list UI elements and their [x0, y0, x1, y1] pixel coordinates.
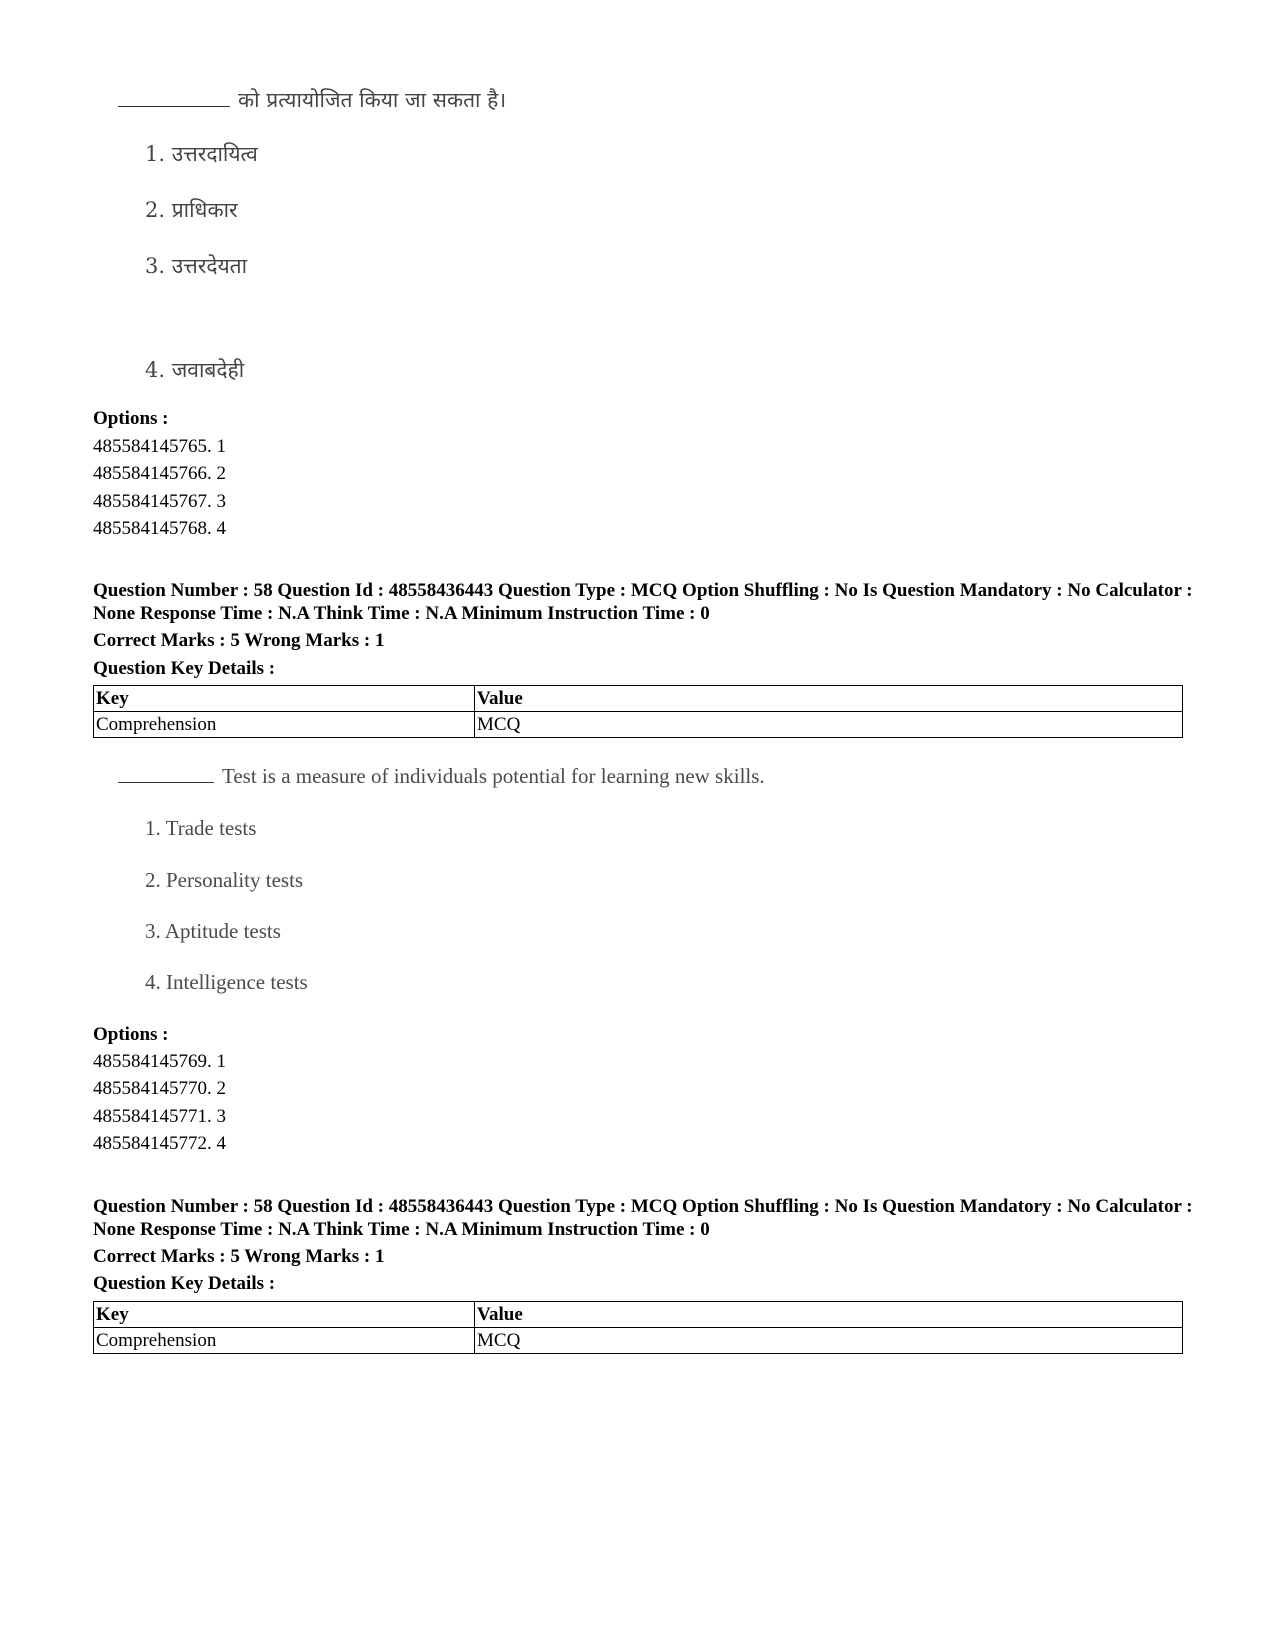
question-stem: Test is a measure of individuals potential for learning new skills. [118, 764, 765, 789]
choice-3: 3. उत्तरदेयता [145, 254, 248, 278]
table-cell: MCQ [475, 1328, 1183, 1354]
key-details-table [93, 1301, 1183, 1354]
options-title: Options : [93, 408, 169, 429]
table-cell: Comprehension [94, 712, 475, 738]
question-meta-header: Question Number : 58 Question Id : 48558436443 Question Type : MCQ Option Shuffling : No Is Question Mandatory : No Calculator : None Response Time : N.A Think Time : N.A Minimum Instruction Time : 0 [93, 580, 1193, 624]
table-header-cell: Value [475, 686, 1183, 712]
table-row [94, 712, 1183, 738]
question-stem: को प्रत्यायोजित किया जा सकता है। [118, 86, 506, 114]
table-header-row [94, 1302, 1183, 1328]
choice-2: 2. प्राधिकार [145, 198, 238, 222]
marks-line: Correct Marks : 5 Wrong Marks : 1 [93, 630, 385, 651]
option-id-line: 485584145767. 3 [93, 491, 226, 512]
table-cell: MCQ [475, 712, 1183, 738]
option-id-line: 485584145769. 1 [93, 1051, 226, 1072]
key-details-title: Question Key Details : [93, 658, 276, 679]
option-id-line: 485584145770. 2 [93, 1078, 226, 1099]
question-meta-header: Question Number : 58 Question Id : 48558436443 Question Type : MCQ Option Shuffling : No Is Question Mandatory : No Calculator : None Response Time : N.A Think Time : N.A Minimum Instruction Time : 0 [93, 1196, 1193, 1240]
choice-1: 1. उत्तरदायित्व [145, 142, 258, 166]
choice-1: 1. Trade tests [145, 816, 257, 840]
option-id-line: 485584145768. 4 [93, 518, 226, 539]
option-id-line: 485584145771. 3 [93, 1106, 226, 1127]
table-header-cell: Value [475, 1302, 1183, 1328]
option-id-line: 485584145766. 2 [93, 463, 226, 484]
answer-blank [118, 781, 214, 783]
choice-4: 4. जवाबदेही [145, 358, 245, 382]
key-details-title: Question Key Details : [93, 1273, 276, 1294]
table-header-cell: Key [94, 686, 475, 712]
table-header-cell: Key [94, 1302, 475, 1328]
key-details-table [93, 685, 1183, 738]
option-id-line: 485584145765. 1 [93, 436, 226, 457]
marks-line: Correct Marks : 5 Wrong Marks : 1 [93, 1246, 385, 1267]
choice-2: 2. Personality tests [145, 868, 304, 892]
choice-4: 4. Intelligence tests [145, 970, 308, 994]
answer-blank [118, 105, 230, 107]
choice-3: 3. Aptitude tests [145, 919, 281, 943]
option-id-line: 485584145772. 4 [93, 1133, 226, 1154]
options-title: Options : [93, 1024, 169, 1045]
table-cell: Comprehension [94, 1328, 475, 1354]
table-header-row [94, 686, 1183, 712]
table-row [94, 1328, 1183, 1354]
